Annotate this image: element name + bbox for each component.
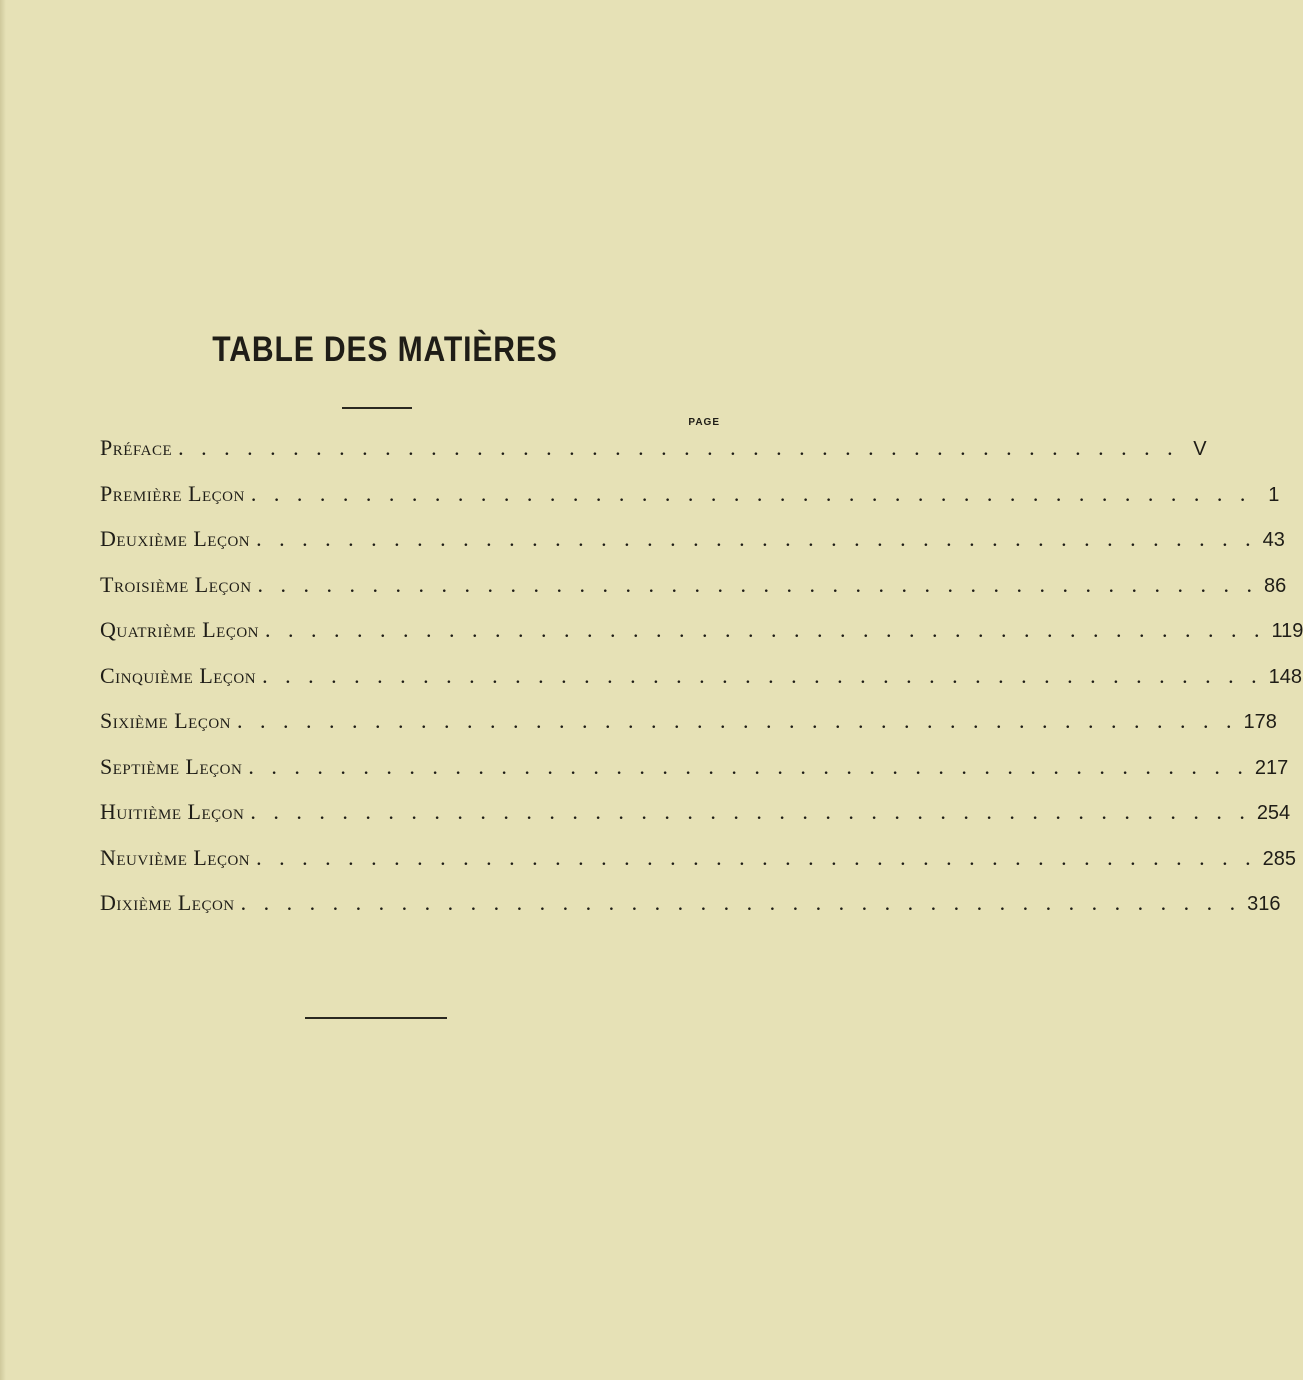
page-column-header: PAGE [688, 417, 720, 428]
toc-entry-title: Cinquième Leçon [100, 662, 257, 688]
dot-leader: . . . . . . . . . . . . . . . . . . . . . . . . . . . . . . . . . . . . . . . . . . . . [250, 799, 1251, 824]
toc-entry-title: Deuxième Leçon [100, 526, 251, 551]
dot-leader: . . . . . . . . . . . . . . . . . . . . . . . . . . . . . . . . . . . . . . . . . . . . [256, 526, 1257, 551]
dot-leader: . . . . . . . . . . . . . . . . . . . . . . . . . . . . . . . . . . . . . . . . . . . . [178, 435, 1179, 460]
toc-entry-lesson-3[interactable] [100, 571, 1287, 618]
toc-entry-lesson-1[interactable] [100, 480, 1280, 527]
toc-entry-title: Troisième Leçon [100, 571, 252, 597]
toc-entry-lesson-7[interactable] [100, 753, 1289, 800]
toc-entry-title: Sixième Leçon [100, 708, 231, 733]
toc-entry-title: Première Leçon [100, 480, 245, 506]
toc-entry-page: V [1193, 438, 1207, 460]
toc-entry-title: Quatrième Leçon [100, 617, 259, 642]
closing-divider [305, 1017, 447, 1019]
toc-entry-lesson-2[interactable] [100, 526, 1285, 572]
dot-leader: . . . . . . . . . . . . . . . . . . . . . . . . . . . . . . . . . . . . . . . . . . . . [262, 662, 1263, 688]
toc-entry-page: 316 [1247, 893, 1281, 915]
dot-leader: . . . . . . . . . . . . . . . . . . . . . . . . . . . . . . . . . . . . . . . . . . . . [257, 571, 1259, 597]
toc-entry-lesson-10[interactable] [100, 890, 1281, 936]
toc-entry-title: Dixième Leçon [100, 890, 235, 915]
dot-leader: . . . . . . . . . . . . . . . . . . . . . . . . . . . . . . . . . . . . . . . . . . . . [248, 753, 1249, 779]
dot-leader: . . . . . . . . . . . . . . . . . . . . . . . . . . . . . . . . . . . . . . . . . . . . [250, 480, 1252, 506]
toc-entry-lesson-8[interactable] [100, 799, 1291, 845]
toc-entry-page: 178 [1243, 711, 1277, 733]
toc-entry-page: 285 [1262, 847, 1297, 870]
toc-entry-page: 119 [1271, 620, 1303, 642]
toc-entry-title: Septième Leçon [100, 753, 243, 779]
dot-leader: . . . . . . . . . . . . . . . . . . . . . . . . . . . . . . . . . . . . . . . . . . . . [265, 617, 1266, 642]
toc-entry-page: 43 [1262, 529, 1285, 551]
toc-entry-lesson-9[interactable] [100, 844, 1297, 891]
page-title: TABLE DES MATIÈRES [212, 330, 558, 369]
toc-entry-title: Préface [100, 435, 173, 460]
toc-entry-lesson-4[interactable] [100, 617, 1303, 663]
toc-entry-page: 217 [1254, 756, 1289, 779]
table-of-contents [100, 435, 1303, 936]
toc-entry-preface[interactable] [100, 435, 1207, 481]
dot-leader: . . . . . . . . . . . . . . . . . . . . . . . . . . . . . . . . . . . . . . . . . . . . [240, 890, 1242, 915]
toc-entry-page: 1 [1268, 483, 1280, 506]
page-edge-shadow [0, 0, 6, 1380]
title-divider [342, 407, 412, 409]
toc-entry-page: 86 [1264, 574, 1287, 597]
toc-entry-page: 254 [1256, 802, 1291, 824]
toc-entry-title: Neuvième Leçon [100, 844, 251, 870]
toc-entry-lesson-5[interactable] [100, 662, 1302, 709]
toc-entry-lesson-6[interactable] [100, 708, 1277, 754]
dot-leader: . . . . . . . . . . . . . . . . . . . . . . . . . . . . . . . . . . . . . . . . . . . . [237, 708, 1238, 733]
dot-leader: . . . . . . . . . . . . . . . . . . . . . . . . . . . . . . . . . . . . . . . . . . . . [256, 844, 1257, 870]
toc-entry-page: 148 [1268, 665, 1302, 688]
toc-entry-title: Huitième Leçon [100, 799, 245, 824]
